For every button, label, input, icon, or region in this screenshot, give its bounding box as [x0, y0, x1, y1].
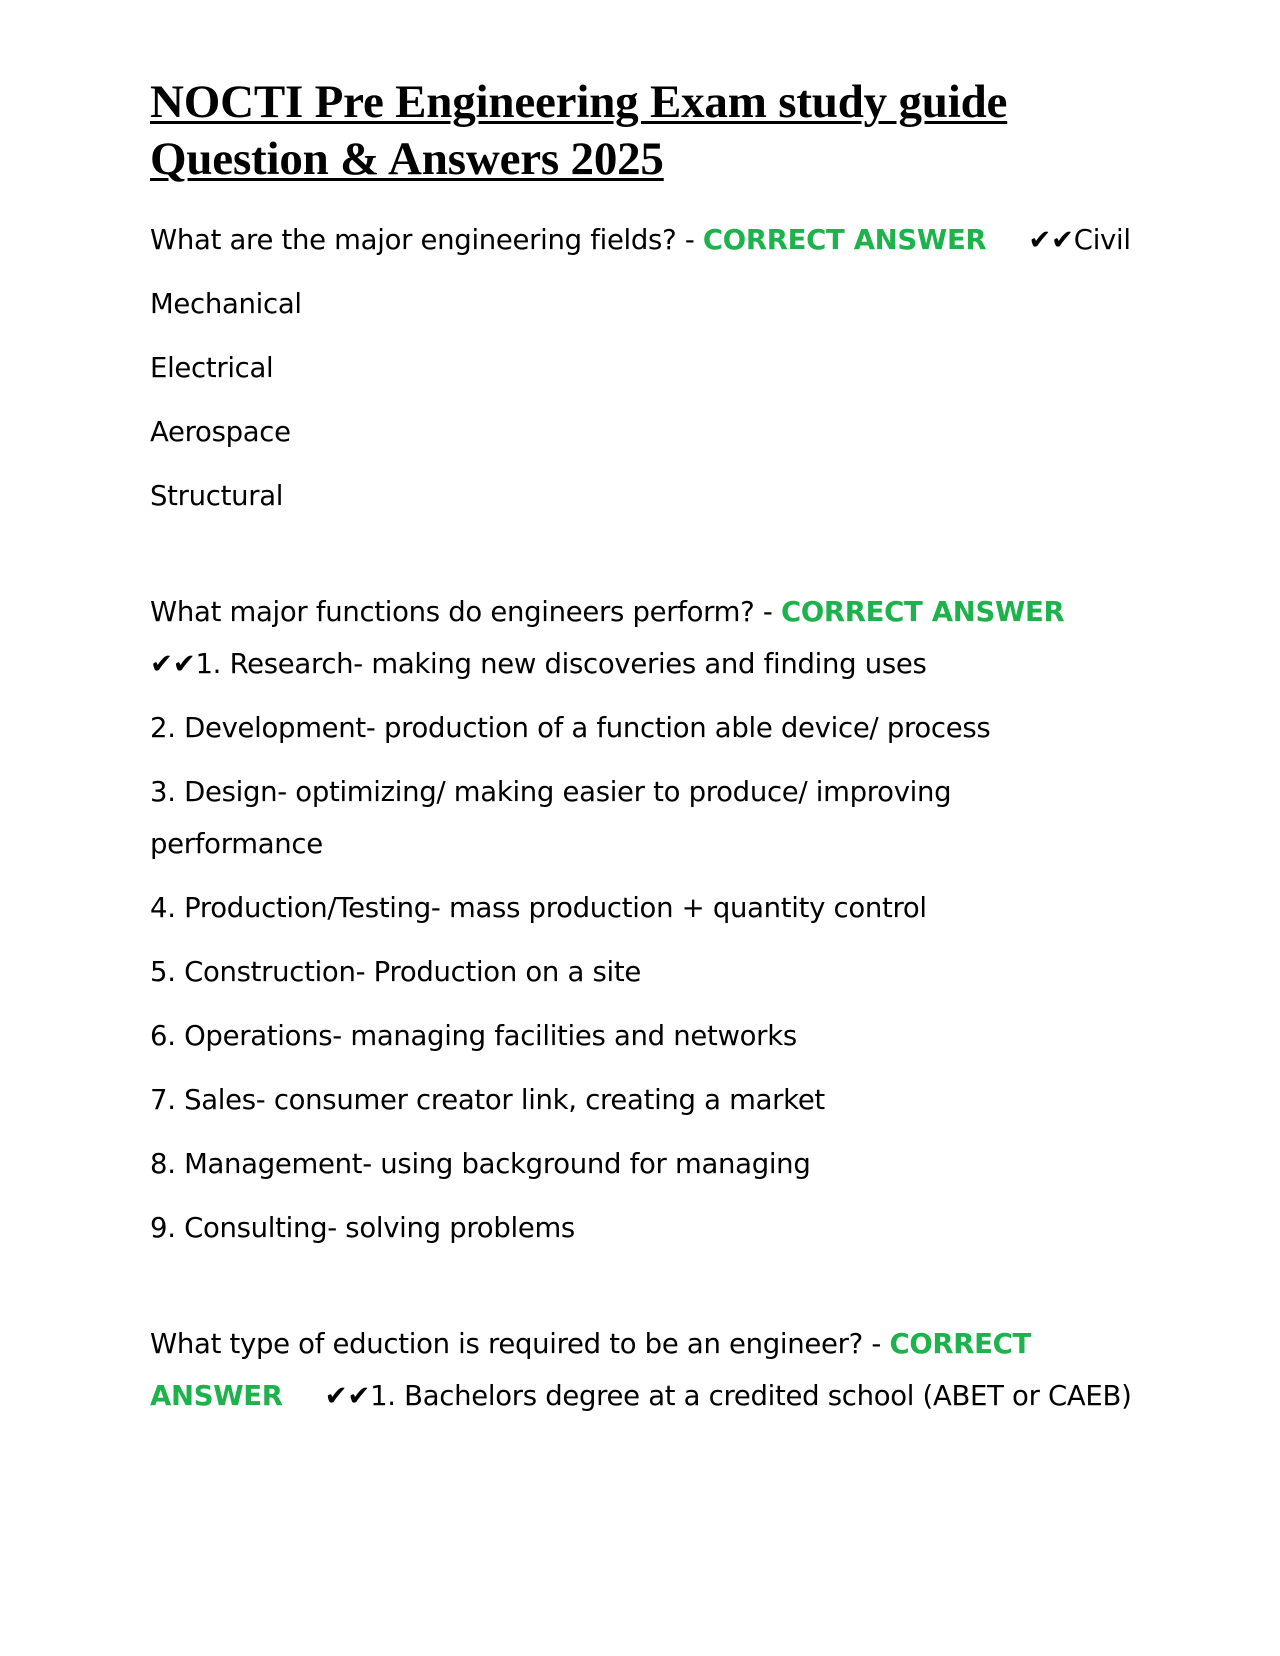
answer-2-2: 2. Development- production of a function able device/ process: [150, 712, 991, 744]
question-3: [150, 1326, 1140, 1362]
document-content: [150, 74, 1140, 1414]
title-line-1: NOCTI Pre Engineering Exam study guide: [150, 76, 1008, 128]
question-2: [150, 594, 1140, 630]
answer-word: ANSWER: [150, 1380, 283, 1412]
answer-2-1-text: 1. Research- making new discoveries and finding uses: [195, 648, 927, 680]
answer-2-4: 4. Production/Testing- mass production + quantity control: [150, 892, 927, 924]
question-1: [150, 222, 1140, 258]
check-mark-icon: ✔✔: [324, 1380, 371, 1412]
question-2-text: What major functions do engineers perform? -: [150, 596, 781, 628]
answer-1-1: Civil: [1073, 224, 1131, 256]
check-mark-icon: ✔✔: [150, 648, 196, 680]
answer-1-3: Electrical: [150, 352, 274, 384]
answer-3-1-text: 1. Bachelors degree at a credited school (ABET or CAEB): [370, 1380, 1132, 1412]
document-title: [150, 74, 1140, 188]
answer-2-5: 5. Construction- Production on a site: [150, 956, 641, 988]
title-line-2: Question & Answers 2025: [150, 133, 664, 185]
answer-1-5: Structural: [150, 480, 284, 512]
check-mark-icon: ✔✔: [1028, 224, 1074, 256]
answer-2-6: 6. Operations- managing facilities and networks: [150, 1020, 797, 1052]
answer-2-3-continued: performance: [150, 828, 323, 860]
correct-answer-label: CORRECT ANSWER: [780, 596, 1065, 628]
answer-2-3: 3. Design- optimizing/ making easier to produce/ improving: [150, 776, 952, 808]
question-1-text: What are the major engineering fields? -: [150, 224, 703, 256]
correct-word: CORRECT: [889, 1328, 1031, 1360]
correct-answer-label: CORRECT ANSWER: [702, 224, 987, 256]
answer-3-1: [150, 1378, 1140, 1414]
answer-1-2: Mechanical: [150, 288, 302, 320]
answer-2-8: 8. Management- using background for managing: [150, 1148, 811, 1180]
answer-2-9: 9. Consulting- solving problems: [150, 1212, 575, 1244]
question-3-text: What type of eduction is required to be an engineer? -: [150, 1328, 890, 1360]
answer-2-7: 7. Sales- consumer creator link, creating a market: [150, 1084, 825, 1116]
answer-1-4: Aerospace: [150, 416, 291, 448]
answer-2-1: [150, 646, 1140, 682]
